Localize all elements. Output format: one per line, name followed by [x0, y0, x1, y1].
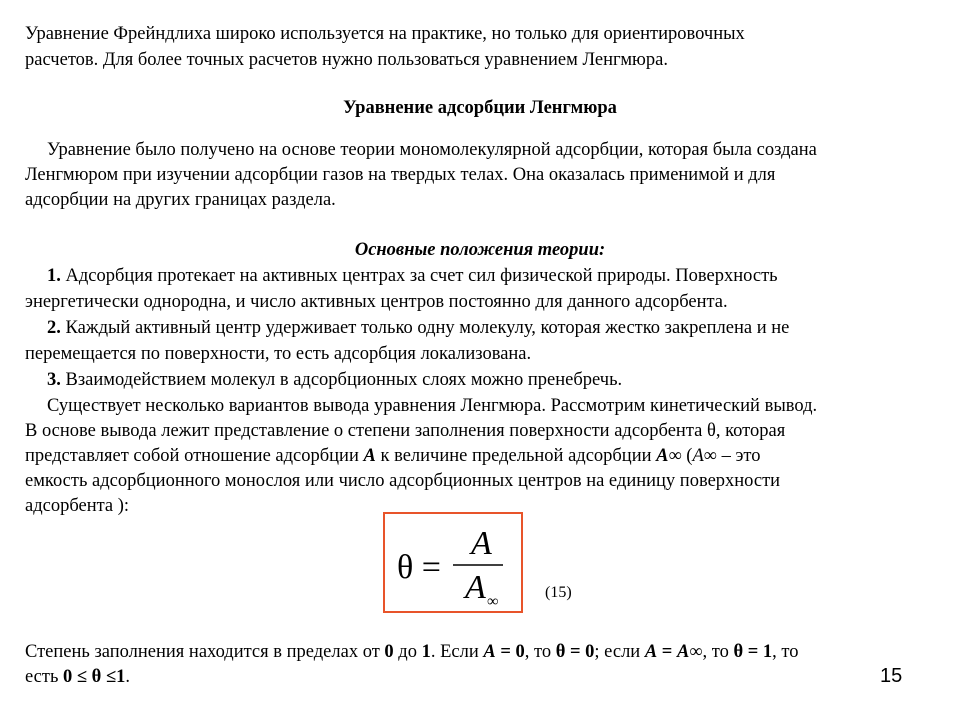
conclusion-line-2	[25, 665, 130, 689]
derivation-text-d: ∞ – это	[703, 446, 761, 466]
derivation-text-a: представляет собой отношение адсорбции	[25, 446, 364, 466]
formula-lhs: θ =	[397, 549, 441, 586]
point-1-line-2: энергетически однородна, и число активных центров постоянно для данного адсорбента.	[25, 292, 728, 312]
point-1-text: Адсорбция протекает на активных центрах за счет сил физической природы. Поверхность	[60, 266, 778, 286]
symbol-a: А	[363, 446, 376, 466]
conclusion-text-j: ; если	[594, 642, 645, 662]
point-1-line-1	[47, 264, 778, 288]
derivation-line-1: Существует несколько вариантов вывода уравнения Ленгмюра. Рассмотрим кинетический вывод.	[47, 396, 818, 416]
conclusion-a-2: А	[644, 642, 658, 662]
page-number: 15	[880, 665, 903, 687]
conclusion-equals: =	[657, 642, 677, 662]
derivation-text-b: к величине предельной адсорбции	[375, 446, 657, 466]
conclusion-one: 1	[421, 642, 431, 662]
conclusion-text-e: . Если	[430, 642, 484, 662]
point-2-number: 2.	[47, 318, 61, 338]
conclusion-zero: 0	[384, 642, 394, 662]
paragraph-line-3: адсорбции на других границах раздела.	[25, 190, 336, 210]
conclusion-text-n: , то	[702, 642, 734, 662]
intro-line-1: Уравнение Фрейндлиха широко используется на практике, но только для ориентировочных	[25, 24, 745, 44]
point-3-line-1	[47, 368, 622, 392]
point-3-text: Взаимодействием молекул в адсорбционных слоях можно пренебречь.	[60, 370, 623, 390]
conclusion-period: .	[125, 667, 130, 687]
symbol-a-italic: А	[692, 446, 704, 466]
derivation-line-3	[25, 444, 761, 468]
section-title: Уравнение адсорбции Ленгмюра	[343, 98, 617, 118]
point-1-number: 1.	[47, 266, 61, 286]
point-2-line-2: перемещается по поверхности, то есть адсорбция локализована.	[25, 344, 532, 364]
formula-numerator: A	[471, 525, 492, 562]
conclusion-a-1: А	[483, 642, 496, 662]
conclusion-theta-zero: θ = 0	[555, 642, 595, 662]
paragraph-line-2: Ленгмюром при изучении адсорбции газов на твердых телах. Она оказалась применимой и для	[25, 165, 776, 185]
formula-box	[383, 512, 523, 613]
conclusion-text-h: , то	[524, 642, 556, 662]
intro-line-2: расчетов. Для более точных расчетов нужно пользоваться уравнением Ленгмюра.	[25, 50, 668, 70]
conclusion-text-c: до	[393, 642, 422, 662]
conclusion-text-a: Степень заполнения находится в пределах от	[25, 642, 385, 662]
formula-subscript: ∞	[487, 593, 499, 610]
point-2-line-1	[47, 316, 789, 340]
theory-heading: Основные положения теории:	[354, 240, 606, 260]
derivation-line-2: В основе вывода лежит представление о степени заполнения поверхности адсорбента θ, которая	[25, 421, 786, 441]
conclusion-line-1	[25, 640, 799, 664]
derivation-text-c: (	[681, 446, 693, 466]
paragraph-line-1: Уравнение было получено на основе теории мономолекулярной адсорбции, которая была создана	[47, 140, 817, 160]
conclusion-a-infinity: А∞	[676, 642, 703, 662]
point-2-text: Каждый активный центр удерживает только одну молекулу, которая жестко закреплена и не	[60, 318, 790, 338]
derivation-line-5: адсорбента ):	[25, 496, 130, 516]
conclusion-text-p: , то	[772, 642, 799, 662]
conclusion-theta-one: θ = 1	[733, 642, 773, 662]
symbol-a-infinity: А∞	[656, 446, 682, 466]
conclusion-text-est: есть	[25, 667, 64, 687]
point-3-number: 3.	[47, 370, 61, 390]
conclusion-range: 0 ≤ θ ≤1	[63, 667, 126, 687]
equation-number: (15)	[545, 584, 572, 601]
formula-graphic	[385, 514, 521, 611]
formula-denominator: A	[465, 569, 486, 606]
conclusion-eq-zero: = 0	[495, 642, 525, 662]
derivation-line-4: емкость адсорбционного монослоя или число адсорбционных центров на единицу поверхности	[25, 471, 781, 491]
